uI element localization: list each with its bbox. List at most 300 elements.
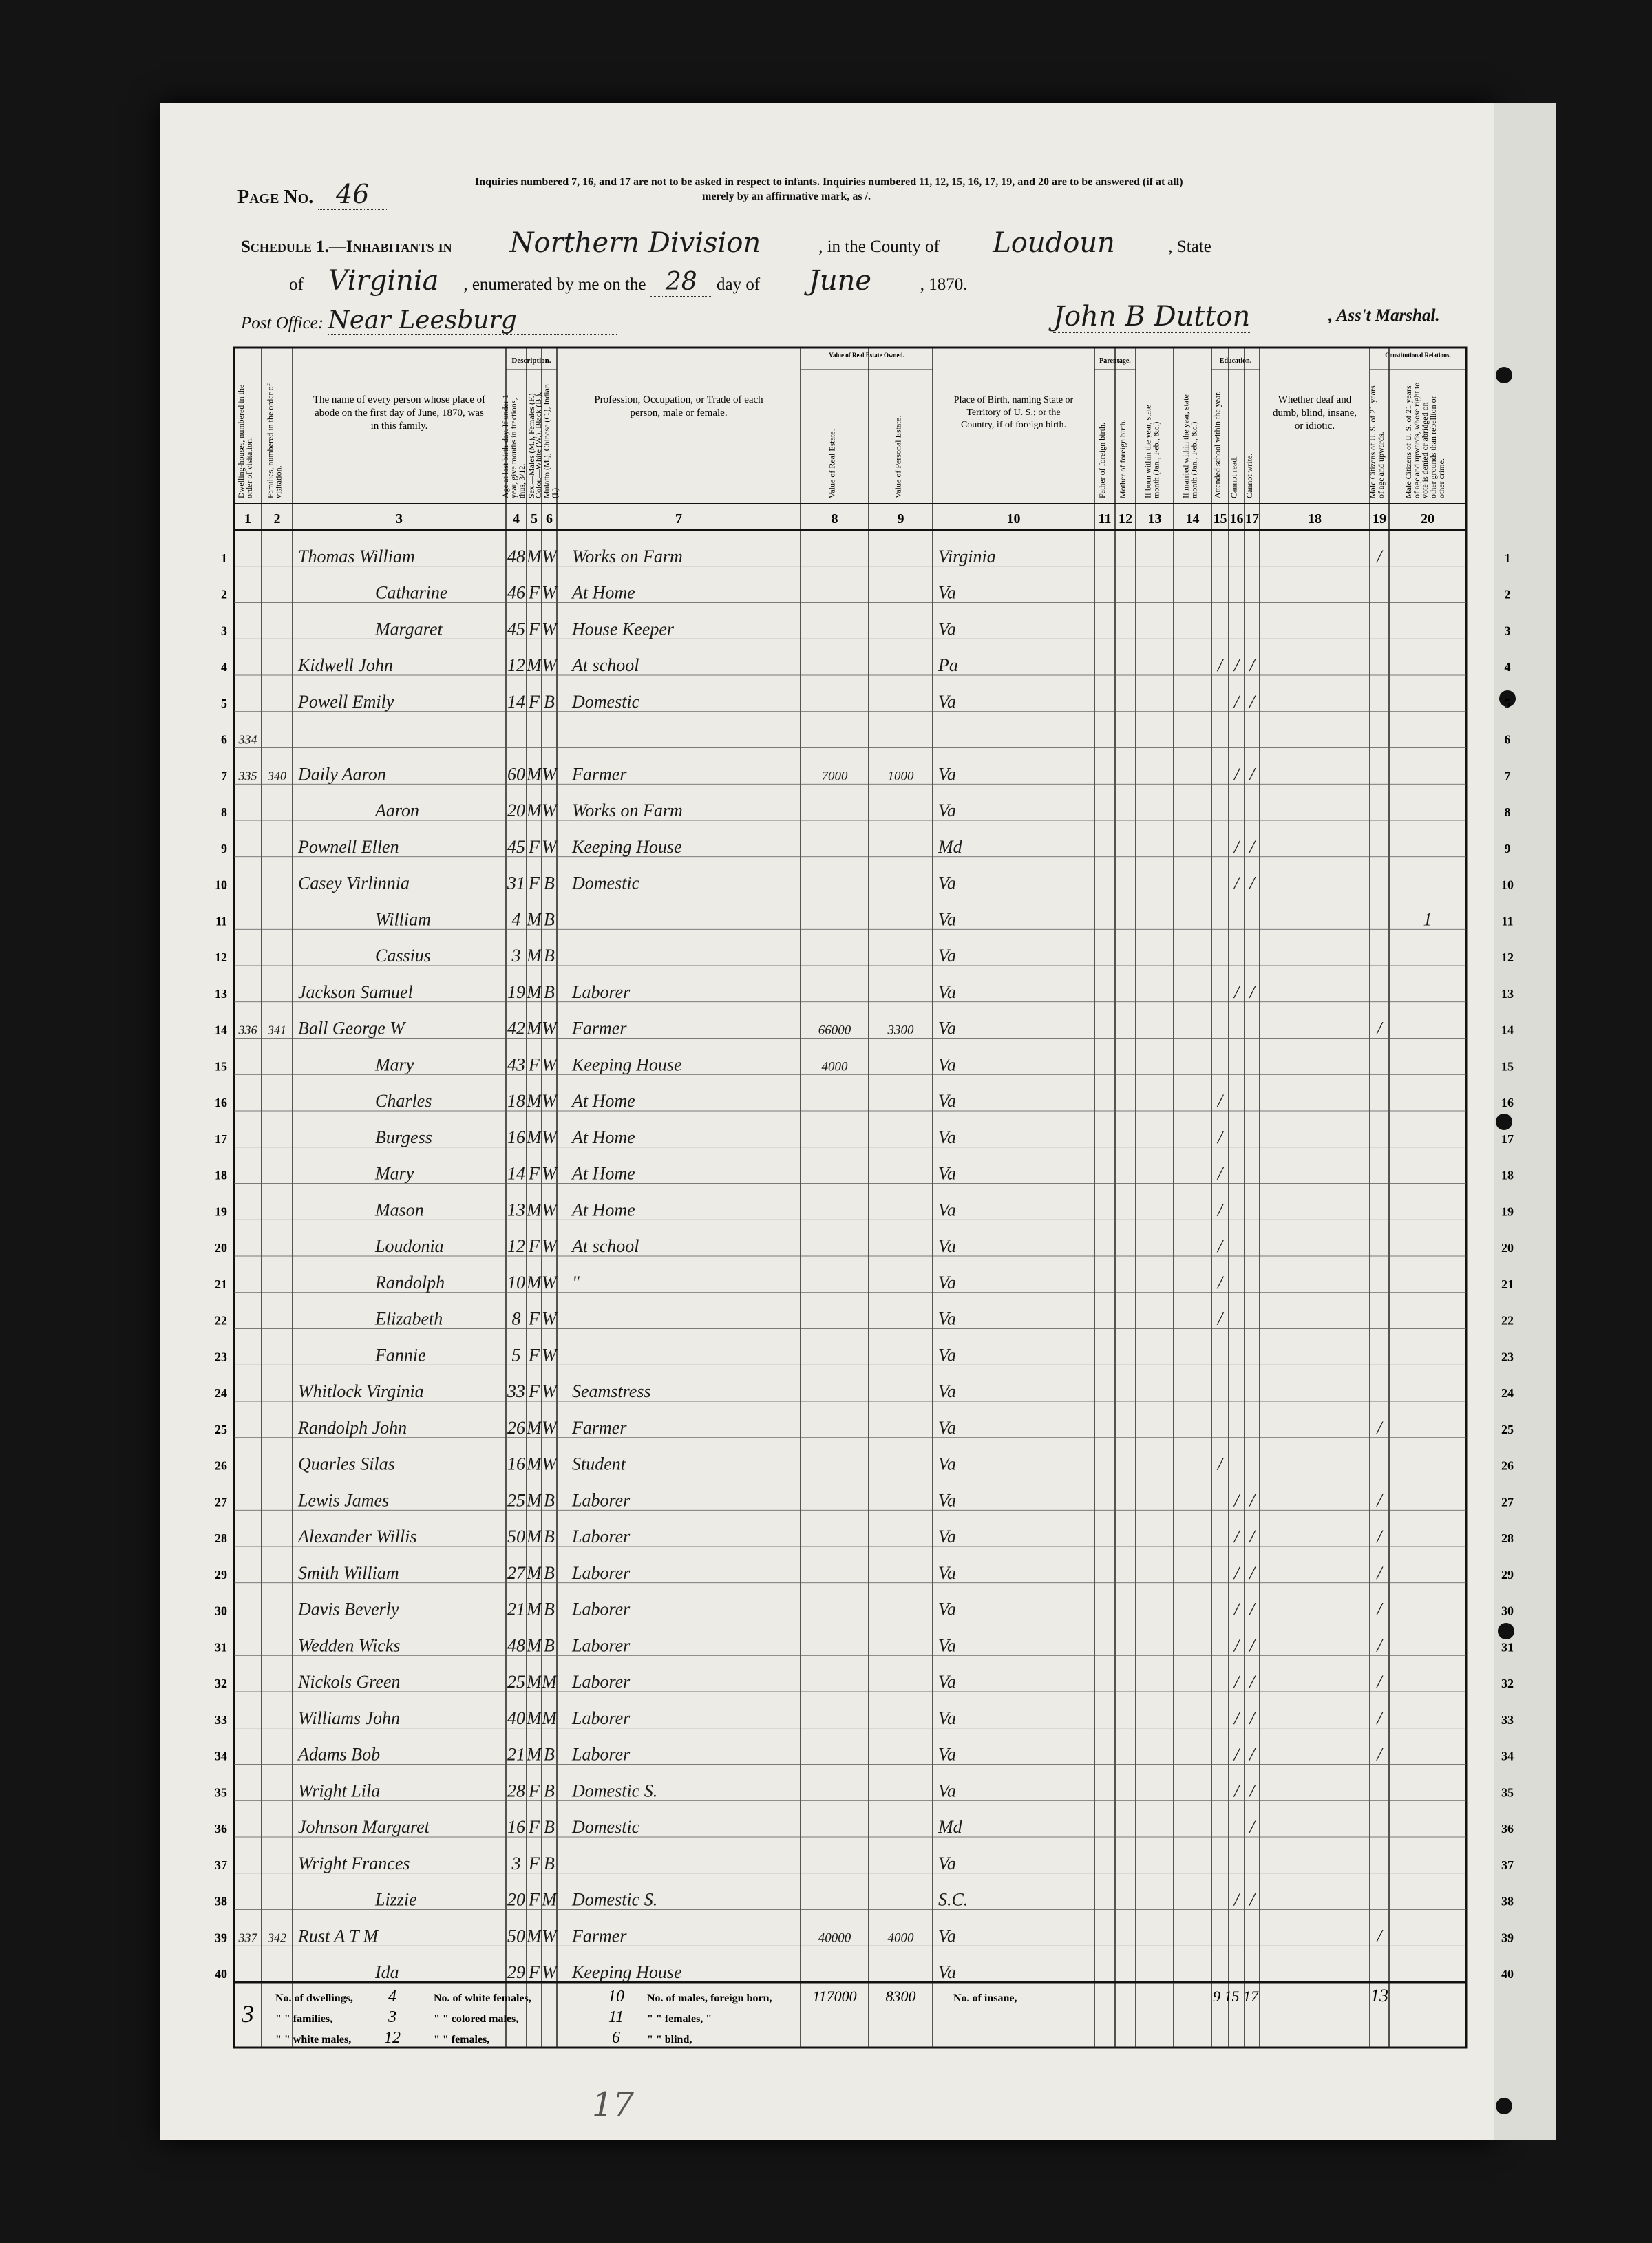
cell-name: Mary [375, 1163, 414, 1184]
cell-color: W [542, 764, 557, 785]
line-number-right: 14 [1501, 1023, 1514, 1037]
cell-sex: M [527, 546, 542, 566]
cell-name: Quarles Silas [298, 1454, 395, 1474]
cell-occ: Laborer [572, 1708, 631, 1728]
marshal-label: , Ass't Marshal. [1328, 306, 1440, 325]
totals-label: " " females, [434, 2034, 490, 2045]
cell-age: 28 [507, 1780, 525, 1801]
cell-name: Mason [375, 1200, 424, 1220]
cell-birth: Va [938, 873, 956, 893]
cell-sex: F [529, 873, 540, 893]
cell-sex: M [527, 1527, 542, 1546]
cell-c16: / [1233, 981, 1240, 1002]
cell-name: Smith William [298, 1562, 399, 1583]
line-number-left: 31 [215, 1640, 227, 1655]
cell-color: B [544, 1853, 555, 1873]
cell-color: B [544, 1780, 555, 1801]
cell-age: 12 [507, 1236, 525, 1256]
totals-real-estate: 117000 [812, 1988, 857, 2005]
cell-name: Pownell Ellen [298, 836, 399, 857]
cell-birth: Va [938, 1091, 956, 1111]
cell-c19: / [1377, 1744, 1382, 1765]
cell-occ: At school [572, 1236, 639, 1256]
header-cannot-write: Cannot write. [1245, 453, 1254, 498]
cell-name: Fannie [375, 1345, 426, 1365]
cell-sex: M [527, 800, 542, 820]
table-row [215, 1962, 1514, 1982]
cell-birth: Va [938, 1308, 956, 1329]
column-number-3: 3 [396, 511, 403, 527]
cell-c15: / [1217, 655, 1223, 675]
cell-birth: Va [938, 1926, 956, 1946]
totals-label: " " females, " [647, 2013, 712, 2025]
cell-c16: / [1233, 1599, 1240, 1619]
cell-c16: / [1233, 1490, 1240, 1511]
cell-c17: / [1249, 1708, 1255, 1728]
cell-birth: Va [938, 1381, 956, 1401]
line-number-right: 20 [1501, 1241, 1514, 1255]
column-number-5: 5 [531, 511, 538, 527]
cell-sex: F [529, 1889, 540, 1910]
cell-color: B [544, 1599, 555, 1619]
cell-pe: 3300 [887, 1023, 914, 1038]
day-label: day of [717, 275, 761, 294]
table-row [215, 909, 1514, 929]
cell-sex: M [527, 1672, 542, 1692]
cell-birth: Va [938, 1490, 956, 1511]
cell-age: 16 [507, 1817, 525, 1837]
cell-fa: 341 [268, 1023, 286, 1037]
cell-sex: F [529, 1054, 540, 1075]
line-number-right: 7 [1504, 769, 1511, 783]
cell-c16: / [1233, 764, 1240, 785]
cell-name: Williams John [298, 1708, 401, 1728]
totals-label: " " white males, [275, 2034, 352, 2045]
cell-age: 26 [507, 1417, 525, 1438]
cell-c17: / [1249, 1817, 1255, 1837]
column-number-20: 20 [1421, 511, 1434, 527]
cell-color: W [542, 582, 557, 603]
cell-birth: Va [938, 582, 956, 603]
cell-color: W [542, 1381, 557, 1401]
cell-sex: M [527, 1599, 542, 1619]
cell-birth: Virginia [938, 546, 996, 566]
line-number-right: 11 [1501, 914, 1514, 928]
cell-name: Nickols Green [298, 1672, 401, 1692]
table-row [215, 1309, 1514, 1329]
cell-name: Cassius [375, 946, 431, 966]
line-number-left: 19 [215, 1204, 227, 1219]
totals-male-citizens: 13 [1370, 1986, 1388, 2006]
cell-c15: / [1217, 1091, 1223, 1111]
cell-occ: Laborer [572, 1672, 631, 1692]
cell-color: W [542, 1308, 557, 1329]
cell-color: W [542, 1454, 557, 1474]
cell-color: B [544, 1562, 555, 1583]
line-number-left: 24 [215, 1386, 227, 1400]
cell-occ: Farmer [572, 1926, 627, 1946]
cell-age: 19 [507, 981, 525, 1002]
line-number-right: 12 [1501, 950, 1514, 964]
cell-sex: M [527, 1091, 542, 1111]
cell-sex: F [529, 1381, 540, 1401]
cell-birth: Va [938, 1018, 956, 1039]
cell-occ: Laborer [572, 1599, 631, 1619]
cell-age: 29 [507, 1962, 525, 1982]
cell-c15: / [1217, 1127, 1223, 1147]
cell-name: Ida [375, 1962, 399, 1982]
table-row [221, 764, 1511, 784]
cell-name: Davis Beverly [298, 1599, 399, 1619]
cell-sex: M [527, 1454, 542, 1474]
instructions-line-2: merely by an affirmative mark, as /. [702, 191, 871, 202]
cell-c17: / [1249, 691, 1255, 712]
cell-name: Mary [375, 1054, 414, 1075]
cell-c19: / [1377, 1417, 1382, 1438]
cell-color: W [542, 1926, 557, 1946]
cell-age: 5 [511, 1345, 521, 1365]
cell-c17: / [1249, 1635, 1255, 1656]
cell-occ: Domestic [572, 1817, 640, 1837]
cell-color: M [542, 1889, 557, 1910]
cell-c15: / [1217, 1454, 1223, 1474]
year-label: , 1870. [920, 275, 968, 294]
cell-occ: Domestic [572, 873, 640, 893]
header-married-in-year: If married within the year, statemonth (Jan., Feb., &c.) [1180, 394, 1199, 498]
cell-birth: Va [938, 1417, 956, 1438]
cell-name: Wright Lila [298, 1780, 381, 1801]
cell-age: 50 [507, 1527, 525, 1546]
cell-birth: Md [938, 1817, 962, 1837]
cell-age: 25 [507, 1672, 525, 1692]
cell-sex: M [527, 1127, 542, 1147]
cell-sex: F [529, 836, 540, 857]
cell-age: 33 [507, 1381, 525, 1401]
totals-persons: 3 [242, 2000, 254, 2028]
header-dwelling: Dwelling-houses, numbered in theorder of visitation. [236, 384, 254, 498]
cell-name: Aaron [375, 800, 420, 820]
cell-name: Powell Emily [298, 691, 394, 712]
cell-birth: Va [938, 1708, 956, 1728]
line-number-right: 24 [1501, 1386, 1514, 1400]
table-row [215, 1527, 1514, 1546]
cell-sex: M [527, 764, 542, 785]
table-grid [234, 348, 1516, 2114]
table-row [215, 1164, 1514, 1184]
cell-sex: F [529, 1853, 540, 1873]
cell-sex: M [527, 1417, 542, 1438]
line-number-right: 23 [1501, 1350, 1514, 1364]
cell-name: Randolph John [298, 1417, 407, 1438]
binding-hole [1498, 1623, 1514, 1639]
table-row [215, 1236, 1514, 1256]
cell-c16: / [1233, 1527, 1240, 1546]
cell-color: B [544, 1635, 555, 1656]
cell-age: 21 [507, 1744, 525, 1765]
cell-c17: / [1249, 1672, 1255, 1692]
cell-occ: Domestic [572, 691, 640, 712]
cell-re: 66000 [818, 1023, 851, 1038]
table-row [221, 800, 1511, 820]
line-number-left: 13 [215, 986, 227, 1001]
cell-name: Johnson Margaret [298, 1817, 430, 1837]
table-row [215, 1780, 1514, 1800]
cell-c16: / [1233, 1889, 1240, 1910]
cell-age: 42 [507, 1018, 525, 1039]
cell-c17: / [1249, 1599, 1255, 1619]
cell-occ: Keeping House [572, 1054, 682, 1075]
cell-sex: M [527, 946, 542, 966]
cell-color: W [542, 1018, 557, 1039]
cell-age: 45 [507, 836, 525, 857]
line-number-right: 17 [1501, 1131, 1514, 1146]
line-number-left: 29 [215, 1567, 227, 1582]
cell-color: W [542, 1962, 557, 1982]
column-number-19: 19 [1373, 511, 1386, 527]
line-number-left: 28 [215, 1531, 227, 1545]
cell-occ: At school [572, 655, 639, 675]
cell-c15: / [1217, 1163, 1223, 1184]
totals-value: 6 [612, 2029, 620, 2047]
cell-sex: F [529, 582, 540, 603]
table-row [215, 1273, 1514, 1293]
column-number-16: 16 [1229, 511, 1244, 527]
table-row [215, 1200, 1514, 1220]
cell-birth: Va [938, 1744, 956, 1765]
cell-birth: Va [938, 800, 956, 820]
cell-c17: / [1249, 981, 1255, 1002]
table-row [215, 1019, 1514, 1039]
header-attended-school: Attended school within the year. [1212, 391, 1222, 498]
cell-age: 18 [507, 1091, 525, 1111]
cell-c19: / [1377, 1635, 1382, 1656]
cell-c17: / [1249, 873, 1255, 893]
table-row [215, 1054, 1514, 1074]
cell-c16: / [1233, 1672, 1240, 1692]
totals-label: No. of white females, [434, 1992, 531, 2004]
column-number-1: 1 [244, 511, 251, 527]
cell-c17: / [1249, 1562, 1255, 1583]
line-number-right: 3 [1504, 624, 1511, 638]
cell-name: Ball George W [298, 1018, 405, 1039]
cell-c19: / [1377, 1562, 1382, 1583]
cell-sex: F [529, 1780, 540, 1801]
cell-c20: 1 [1423, 909, 1432, 930]
header-name: The name of every person whose place of abode on the first day of June, 1870, was in this family. [313, 394, 486, 432]
cell-dw: 336 [238, 1023, 257, 1037]
cell-dw: 334 [238, 732, 257, 747]
cell-name: Charles [375, 1091, 432, 1111]
line-number-left: 32 [215, 1677, 227, 1690]
table-row [215, 1672, 1514, 1692]
totals-label: No. of males, foreign born, [647, 1992, 772, 2004]
cell-birth: Md [938, 836, 962, 857]
line-number-right: 16 [1501, 1096, 1514, 1109]
line-number-left: 1 [221, 551, 227, 565]
totals-value: 11 [608, 2008, 624, 2026]
line-number-left: 12 [215, 950, 227, 964]
cell-sex: M [527, 1018, 542, 1039]
cell-c15: / [1217, 1272, 1223, 1293]
table-row [215, 1345, 1514, 1365]
cell-age: 48 [507, 1635, 525, 1656]
cell-c16: / [1233, 873, 1240, 893]
line-number-left: 25 [215, 1422, 227, 1436]
cell-name: Daily Aaron [298, 764, 386, 785]
line-number-right: 9 [1504, 841, 1511, 855]
cell-color: W [542, 1054, 557, 1075]
state-label: , State [1168, 237, 1211, 256]
cell-color: B [544, 1744, 555, 1765]
line-number-left: 11 [215, 914, 227, 928]
line-number-left: 20 [215, 1241, 227, 1255]
cell-age: 10 [507, 1272, 525, 1293]
state-field: Virginia [308, 265, 459, 297]
schedule-label: Schedule 1.—Inhabitants in [241, 237, 452, 256]
cell-birth: Pa [938, 655, 958, 675]
cell-occ: At Home [572, 1127, 635, 1147]
line-number-right: 22 [1501, 1313, 1514, 1328]
binding-hole [1496, 367, 1512, 383]
column-number-4: 4 [513, 511, 520, 527]
table-row [221, 692, 1511, 712]
cell-name: Elizabeth [375, 1308, 443, 1329]
header-vote-denied: Male Citizens of U. S. of 21 yearsof age and upwards, whose right tovote is denied or abridged onother grounds than rebellion orother crime. [1404, 382, 1446, 498]
header-occupation: Profession, Occupation, or Trade of each person, male or female. [594, 394, 763, 418]
cell-name: Adams Bob [298, 1744, 381, 1765]
cell-birth: Va [938, 1054, 956, 1075]
table-row [221, 546, 1511, 566]
line-number-right: 21 [1501, 1277, 1514, 1291]
cell-birth: Va [938, 691, 956, 712]
cell-dw: 335 [238, 769, 257, 783]
header-father-foreign: Father of foreign birth. [1097, 423, 1107, 498]
table-row [221, 733, 1511, 747]
cell-c19: / [1377, 1490, 1382, 1511]
cell-age: 20 [507, 800, 525, 820]
line-number-right: 2 [1504, 587, 1511, 602]
line-number-right: 36 [1501, 1822, 1514, 1836]
cell-name: Kidwell John [298, 655, 393, 675]
cell-color: B [544, 946, 555, 966]
line-number-left: 17 [215, 1131, 227, 1146]
line-number-left: 2 [221, 587, 227, 602]
line-number-right: 5 [1504, 696, 1511, 710]
column-number-7: 7 [675, 511, 682, 527]
cell-birth: Va [938, 1236, 956, 1256]
line-number-right: 29 [1501, 1567, 1514, 1582]
cell-occ: Works on Farm [572, 546, 683, 566]
instructions-line-1: Inquiries numbered 7, 16, and 17 are not to be asked in respect to infants. Inquiries numbered 11, 12, 15, 16, 17, 19, and 20 are to be answered (if at all) [475, 176, 1183, 188]
binding-hole [1496, 2098, 1512, 2114]
table-row [221, 655, 1511, 675]
cell-age: 43 [507, 1054, 525, 1075]
cell-c19: / [1377, 1018, 1382, 1039]
totals-row [241, 1986, 1388, 2047]
line-number-left: 35 [215, 1785, 227, 1800]
header-birthplace: Place of Birth, naming State or Territory of U. S.; or the Country, if of foreign birth. [953, 395, 1074, 430]
cell-age: 31 [507, 873, 525, 893]
day-field: 28 [650, 268, 712, 297]
cell-occ: Laborer [572, 1527, 631, 1546]
cell-occ: At Home [572, 582, 635, 603]
cell-sex: F [529, 1163, 540, 1184]
cell-age: 25 [507, 1490, 525, 1511]
cell-c17: / [1249, 836, 1255, 857]
totals-education: 9 15 17 [1213, 1988, 1258, 2005]
header-male-citizens: Male Citizens of U. S. of 21 yearsof age and upwards. [1368, 385, 1386, 498]
cell-fa: 340 [268, 769, 286, 783]
cell-color: B [544, 909, 555, 930]
line-number-right: 32 [1501, 1677, 1514, 1690]
header-real-estate: Value of Real Estate. [827, 429, 837, 498]
header-personal-estate: Value of Personal Estate. [893, 416, 903, 498]
cell-sex: M [527, 1200, 542, 1220]
cell-c19: / [1377, 1599, 1382, 1619]
cell-name: Catharine [375, 582, 448, 603]
cell-occ: At Home [572, 1200, 635, 1220]
cell-occ: Laborer [572, 1490, 631, 1511]
cell-occ: Works on Farm [572, 800, 683, 820]
column-headers [236, 352, 1451, 527]
table-row [215, 1127, 1514, 1147]
cell-sex: M [527, 1708, 542, 1728]
line-number-left: 16 [215, 1096, 227, 1109]
line-number-left: 3 [221, 624, 227, 638]
cell-c17: / [1249, 1744, 1255, 1765]
column-number-10: 10 [1006, 511, 1021, 527]
table-row [215, 1599, 1514, 1619]
cell-name: Thomas William [298, 546, 415, 566]
line-number-right: 18 [1501, 1168, 1514, 1182]
cell-occ: Laborer [572, 1744, 631, 1765]
cell-c19: / [1377, 1672, 1382, 1692]
of-label: of [289, 275, 304, 294]
header-real-estate-group: Value of Real Estate Owned. [829, 352, 904, 359]
column-number-12: 12 [1119, 511, 1132, 527]
table-rows [215, 546, 1514, 1982]
cell-name: Margaret [375, 619, 443, 639]
line-number-right: 28 [1501, 1531, 1514, 1545]
line-number-right: 15 [1501, 1059, 1514, 1074]
cell-sex: F [529, 1236, 540, 1256]
cell-sex: F [529, 691, 540, 712]
table-row [215, 1563, 1514, 1583]
cell-age: 48 [507, 546, 525, 566]
binding-hole [1496, 1114, 1512, 1130]
line-number-right: 4 [1504, 660, 1511, 674]
line-number-right: 13 [1501, 986, 1514, 1001]
county-label: , in the County of [818, 237, 940, 256]
table-row [215, 1890, 1514, 1910]
line-number-right: 37 [1501, 1858, 1514, 1872]
line-number-left: 14 [215, 1023, 227, 1037]
cell-color: M [542, 1672, 557, 1692]
cell-age: 21 [507, 1599, 525, 1619]
table-row [215, 1454, 1514, 1474]
table-row [215, 982, 1514, 1002]
cell-c19: / [1377, 1527, 1382, 1546]
line-number-left: 37 [215, 1858, 227, 1872]
totals-value: 12 [384, 2029, 401, 2047]
line-number-right: 38 [1501, 1894, 1514, 1909]
cell-occ: House Keeper [572, 619, 675, 639]
header-cannot-read: Cannot read. [1229, 456, 1239, 498]
table-row [221, 837, 1511, 857]
line-number-left: 18 [215, 1168, 227, 1182]
cell-age: 4 [511, 909, 521, 930]
header-education-group: Education. [1219, 357, 1252, 365]
